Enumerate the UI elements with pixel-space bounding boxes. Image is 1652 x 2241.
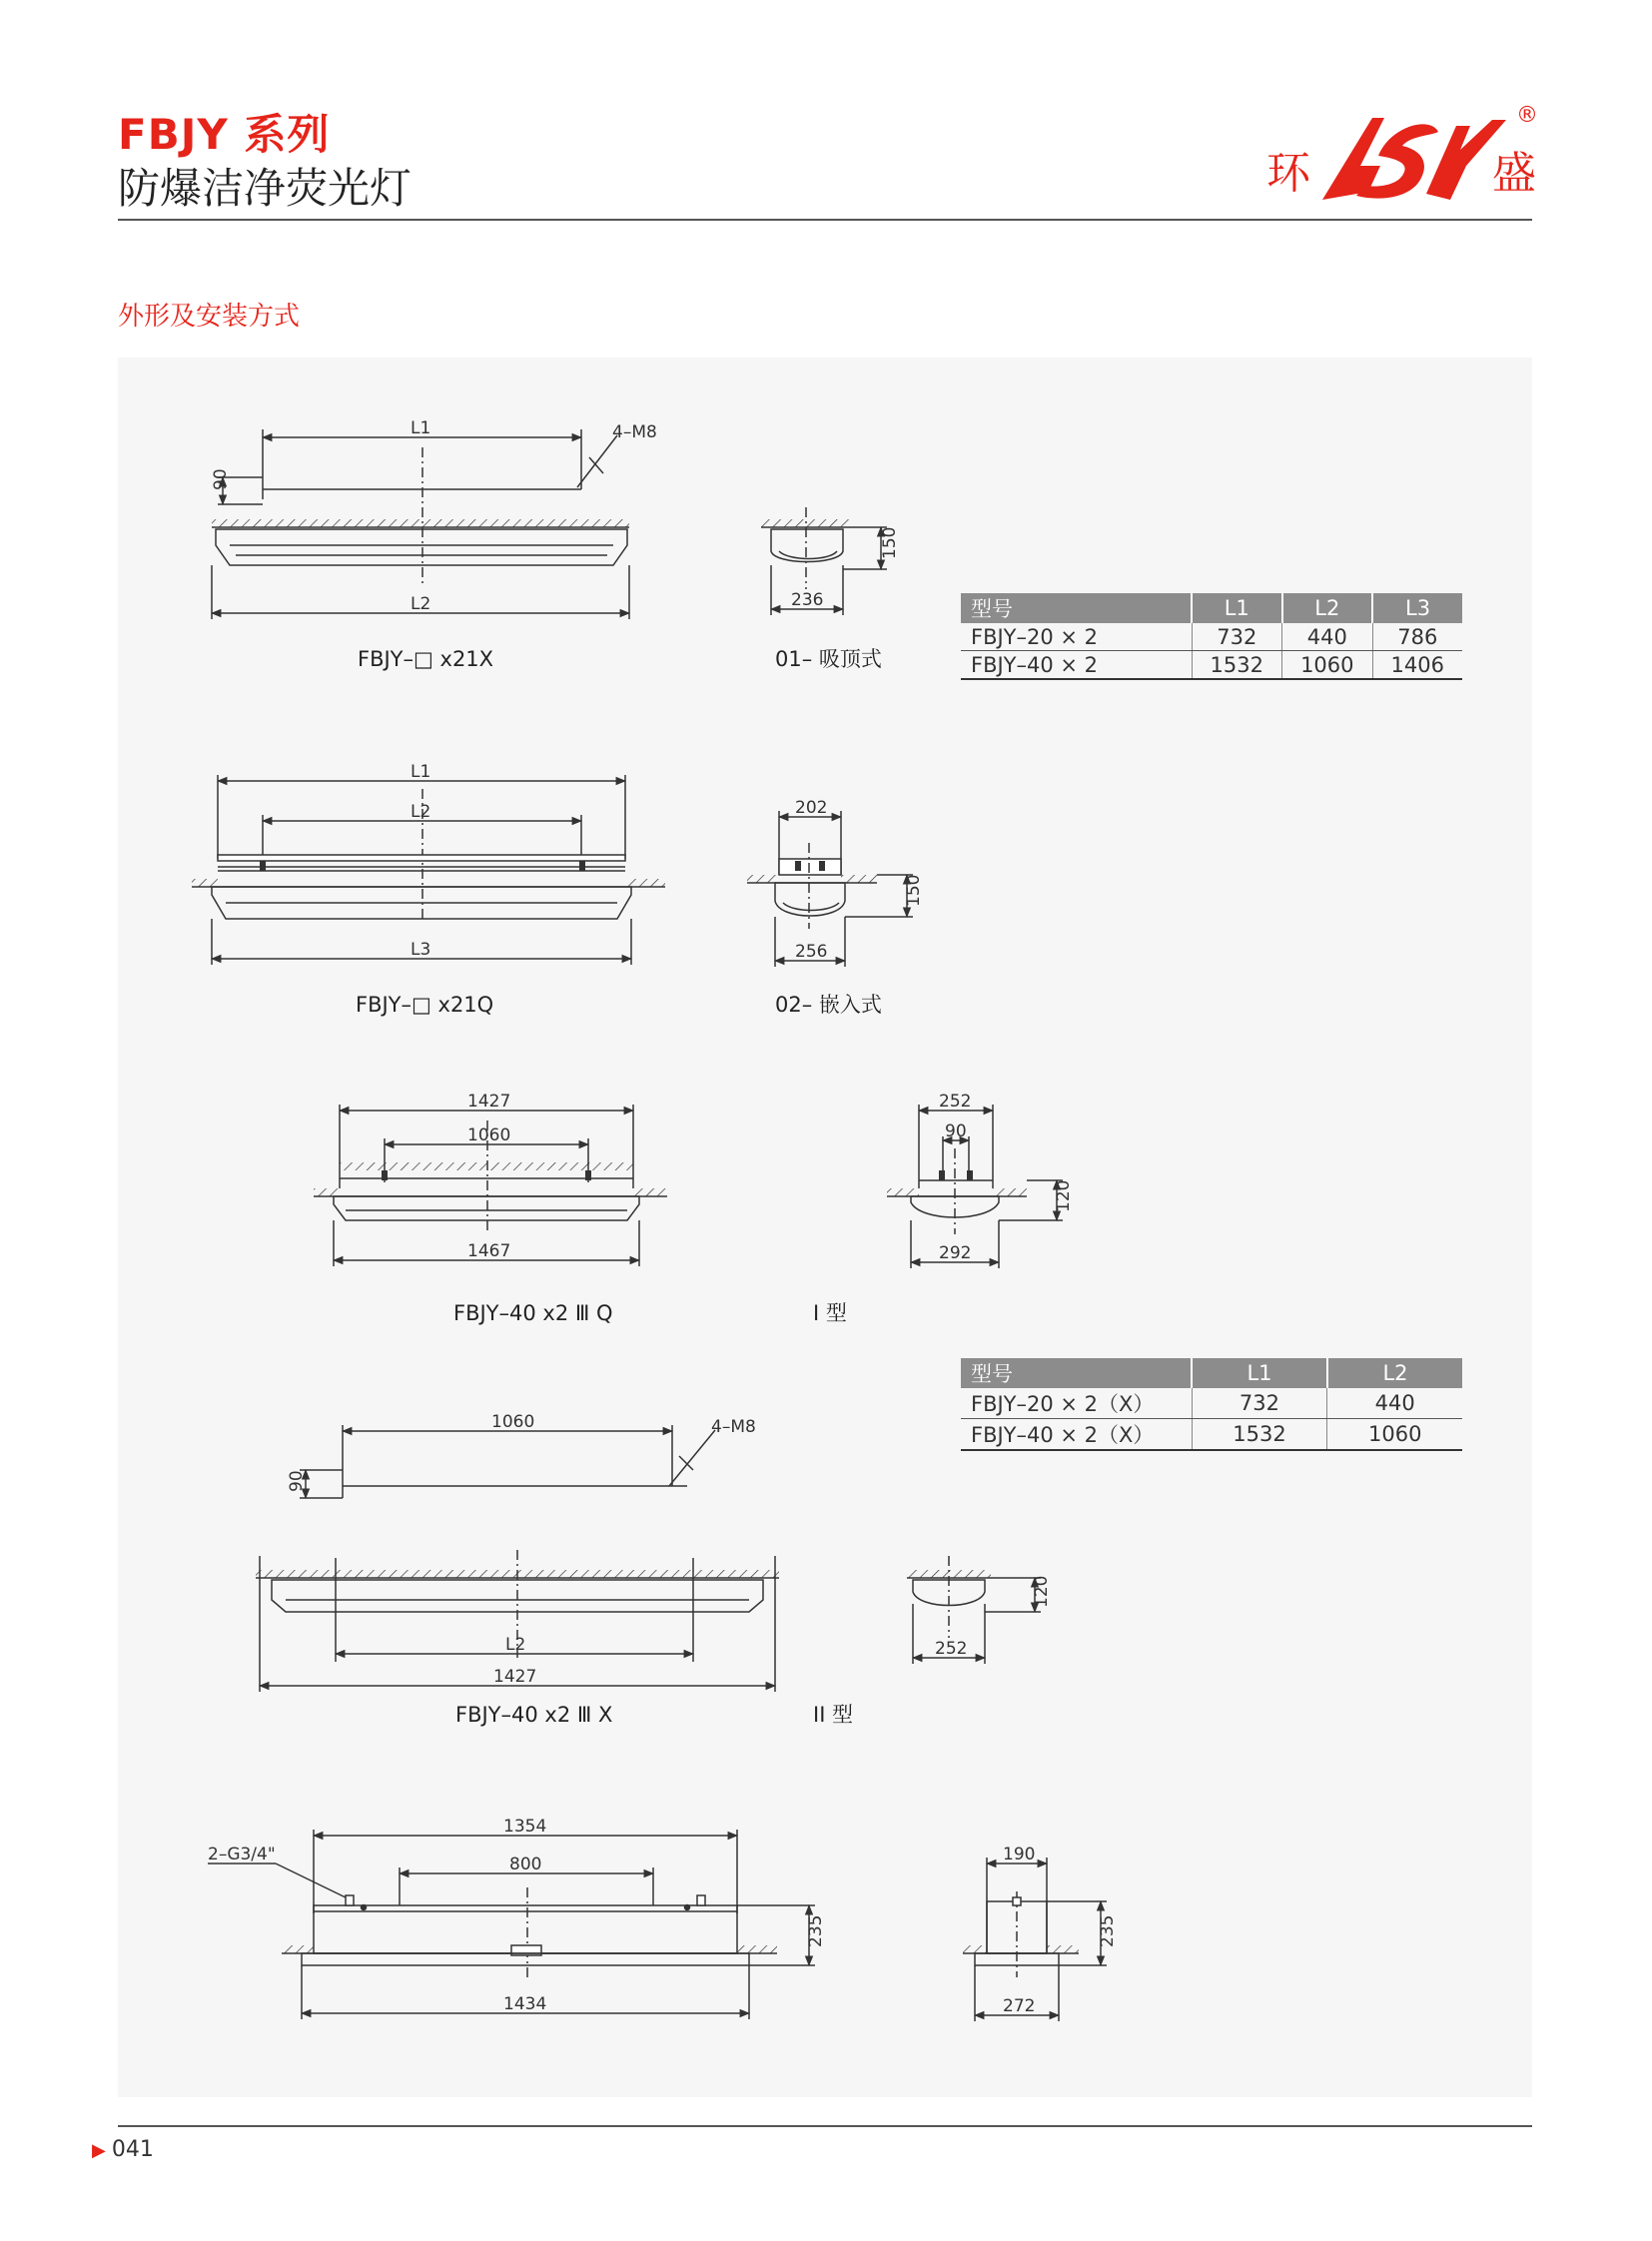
iii-q-bottom-dim: 1467 xyxy=(467,1241,511,1261)
table-row xyxy=(961,623,1462,651)
play-triangle-icon: ▶ xyxy=(92,2140,106,2161)
iii-q-inner-dim: 1060 xyxy=(467,1125,511,1145)
product-title: 防爆洁净荧光灯 xyxy=(118,164,413,213)
table-cell: 1532 xyxy=(1192,651,1282,680)
spec-table-2 xyxy=(961,1358,1462,1451)
drawing-x2-iii-x xyxy=(256,1550,779,1692)
page-number-text: 041 xyxy=(111,2137,154,2162)
table-cell: 1532 xyxy=(1192,1419,1327,1451)
table-cell: 1406 xyxy=(1372,651,1462,680)
bolt-length-dim: 1060 xyxy=(491,1412,535,1432)
table-row xyxy=(961,1388,1462,1419)
large-conn-label: 2–G3/4" xyxy=(208,1845,276,1865)
large-top-dim: 1354 xyxy=(503,1817,547,1837)
table-cell: 786 xyxy=(1372,623,1462,651)
drawing-recessed-side xyxy=(747,798,924,967)
table-cell: 732 xyxy=(1192,623,1282,651)
iii-x-l2-label: L2 xyxy=(505,1635,526,1655)
table-cell: 440 xyxy=(1327,1388,1462,1419)
large-inner-dim: 800 xyxy=(509,1855,542,1874)
footer-rule xyxy=(118,2125,1532,2127)
large-side-bottom-dim: 272 xyxy=(1003,1996,1036,2016)
table-header: 型号 xyxy=(961,1358,1192,1388)
x21q-l2-label: L2 xyxy=(411,802,431,822)
table-header: L3 xyxy=(1372,593,1462,623)
drawing-x21q xyxy=(192,762,665,965)
iii-q-top-dim: 1427 xyxy=(467,1092,511,1112)
type-i-top-dim: 252 xyxy=(939,1092,972,1112)
logo-left-char: 环 xyxy=(1266,148,1310,199)
table-header: L1 xyxy=(1192,593,1282,623)
type-i-inner-dim: 90 xyxy=(945,1121,967,1141)
drawing-bolt-spacing xyxy=(287,1412,756,1498)
ceiling-caption: 01– 吸顶式 xyxy=(775,647,882,671)
table-cell: FBJY–40 × 2（X） xyxy=(961,1419,1192,1451)
large-side-height-dim: 235 xyxy=(1098,1914,1118,1947)
type-i-bottom-dim: 292 xyxy=(939,1243,972,1263)
table-header-row xyxy=(961,593,1462,623)
spec-table-1 xyxy=(961,593,1462,680)
table-header-row xyxy=(961,1358,1462,1388)
table-cell: 1060 xyxy=(1282,651,1373,680)
x21x-height-label: 90 xyxy=(211,468,231,490)
table-cell: FBJY–40 × 2 xyxy=(961,651,1192,680)
table-cell: FBJY–20 × 2 xyxy=(961,623,1192,651)
section-title: 外形及安装方式 xyxy=(118,302,301,332)
drawing-large-fixture xyxy=(208,1817,826,2019)
drawing-large-side xyxy=(963,1845,1118,2021)
table-cell: 440 xyxy=(1282,623,1373,651)
type-i-caption: I 型 xyxy=(813,1301,847,1325)
ceiling-side-width: 236 xyxy=(791,590,824,610)
ceiling-side-height: 150 xyxy=(880,526,900,559)
table-header: L2 xyxy=(1282,593,1373,623)
type-ii-height-dim: 120 xyxy=(1032,1575,1052,1608)
table-cell: FBJY–20 × 2（X） xyxy=(961,1388,1192,1419)
type-ii-width-dim: 252 xyxy=(935,1639,968,1659)
x21q-l3-label: L3 xyxy=(411,940,431,960)
page-number xyxy=(92,2137,154,2162)
recessed-side-top: 202 xyxy=(795,798,828,818)
drawing-ceiling-side xyxy=(761,507,900,615)
bolt-spec-label: 4–M8 xyxy=(711,1417,756,1437)
bolt-height-dim: 90 xyxy=(287,1470,307,1492)
drawing-type-i-side xyxy=(887,1092,1074,1268)
drawing-x2-iii-q xyxy=(314,1092,667,1266)
iii-x-caption: FBJY–40 x2 Ⅲ X xyxy=(455,1703,613,1727)
registered-mark: ® xyxy=(1516,103,1538,128)
large-side-top-dim: 190 xyxy=(1003,1845,1036,1865)
recessed-side-height: 150 xyxy=(904,874,924,907)
table-cell: 732 xyxy=(1192,1388,1327,1419)
iii-x-bottom-dim: 1427 xyxy=(493,1667,537,1687)
drawing-x21x xyxy=(211,418,657,619)
recessed-side-width: 256 xyxy=(795,942,828,962)
logo-right-char: 盛 xyxy=(1492,148,1536,199)
x21x-bolt-label: 4–M8 xyxy=(612,422,657,442)
large-bottom-dim: 1434 xyxy=(503,1994,547,2014)
large-height-dim: 235 xyxy=(806,1914,826,1947)
x21x-caption: FBJY–□ x21X xyxy=(358,647,494,671)
iii-q-caption: FBJY–40 x2 Ⅲ Q xyxy=(453,1301,613,1325)
x21x-l1-label: L1 xyxy=(411,418,431,438)
drawing-type-ii-side xyxy=(907,1556,1052,1664)
table-row xyxy=(961,651,1462,680)
type-i-height-dim: 120 xyxy=(1054,1179,1074,1212)
series-title: FBJY 系列 xyxy=(118,110,331,159)
recessed-caption: 02– 嵌入式 xyxy=(775,993,882,1017)
table-row xyxy=(961,1419,1462,1451)
x21q-l1-label: L1 xyxy=(411,762,431,782)
x21x-l2-label: L2 xyxy=(411,594,431,614)
table-header: 型号 xyxy=(961,593,1192,623)
table-cell: 1060 xyxy=(1327,1419,1462,1451)
type-ii-caption: II 型 xyxy=(813,1703,854,1727)
table-header: L1 xyxy=(1192,1358,1327,1388)
x21q-caption: FBJY–□ x21Q xyxy=(356,993,494,1017)
table-header: L2 xyxy=(1327,1358,1462,1388)
